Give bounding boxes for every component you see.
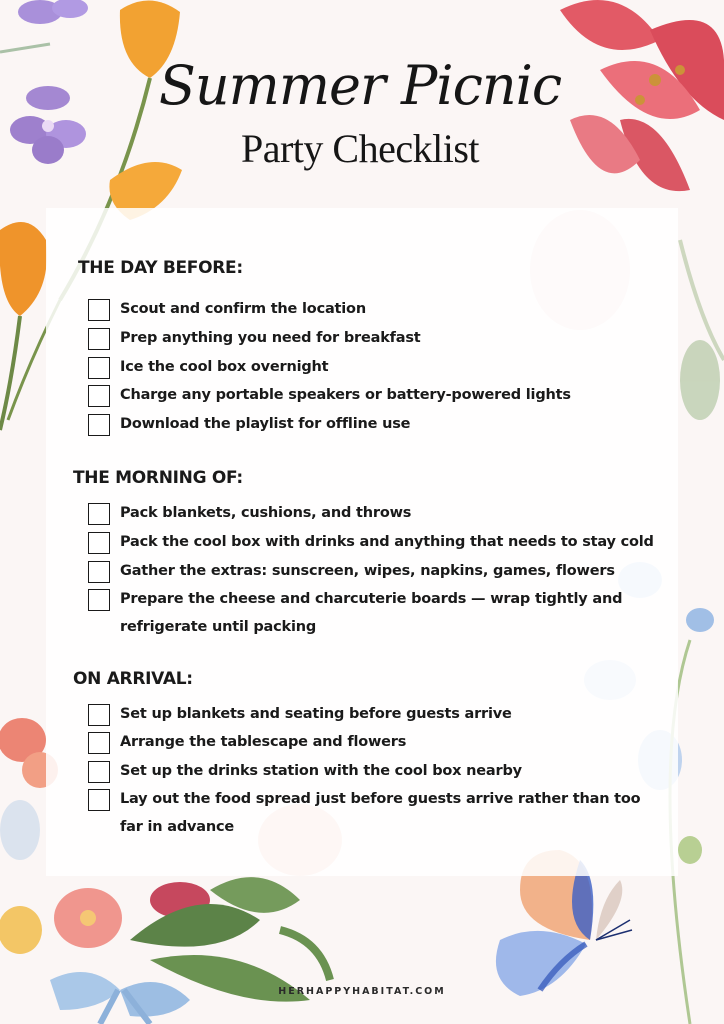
checklist-item-label: Gather the extras: sunscreen, wipes, napkins, games, flowers <box>120 563 615 579</box>
checkbox[interactable] <box>88 328 110 350</box>
checkbox[interactable] <box>88 357 110 379</box>
checklist-item-label: Charge any portable speakers or battery-powered lights <box>120 387 571 403</box>
page-title: Summer Picnic <box>158 54 562 117</box>
purple-flower-icon <box>0 0 88 164</box>
checklist-item-label: Set up blankets and seating before guests arrive <box>120 706 512 722</box>
checkbox[interactable] <box>88 589 110 611</box>
checklist-item-label: Pack blankets, cushions, and throws <box>120 505 412 521</box>
section-heading-day-before: THE DAY BEFORE: <box>78 258 243 278</box>
blue-ribbon-icon <box>50 972 190 1024</box>
checklist-item-label: Pack the cool box with drinks and anything that needs to stay cold <box>120 534 654 550</box>
section-heading-on-arrival: ON ARRIVAL: <box>73 669 193 689</box>
checkbox[interactable] <box>88 414 110 436</box>
checkbox[interactable] <box>88 761 110 783</box>
site-url: HERHAPPYHABITAT.COM <box>278 986 446 997</box>
checkbox[interactable] <box>88 503 110 525</box>
checkbox[interactable] <box>88 561 110 583</box>
section-heading-morning-of: THE MORNING OF: <box>73 468 243 488</box>
checklist-item-label: Prepare the cheese and charcuterie boards — wrap tightly and refrigerate until packing <box>120 591 623 635</box>
checklist-item-label: Prep anything you need for breakfast <box>120 330 421 346</box>
page-subtitle: Party Checklist <box>240 126 480 171</box>
checkbox[interactable] <box>88 732 110 754</box>
checklist-item-label: Download the playlist for offline use <box>120 416 411 432</box>
checklist-item-label: Scout and confirm the location <box>120 301 366 317</box>
checklist-item-label: Ice the cool box overnight <box>120 359 329 375</box>
checklist-item-label: Lay out the food spread just before guests arrive rather than too far in advance <box>120 791 641 835</box>
checkbox[interactable] <box>88 532 110 554</box>
checklist-item-label: Set up the drinks station with the cool box nearby <box>120 763 522 779</box>
checkbox[interactable] <box>88 299 110 321</box>
checklist-item-label: Arrange the tablescape and flowers <box>120 734 407 750</box>
checkbox[interactable] <box>88 789 110 811</box>
checkbox[interactable] <box>88 385 110 407</box>
red-lily-icon <box>560 0 724 191</box>
checkbox[interactable] <box>88 704 110 726</box>
